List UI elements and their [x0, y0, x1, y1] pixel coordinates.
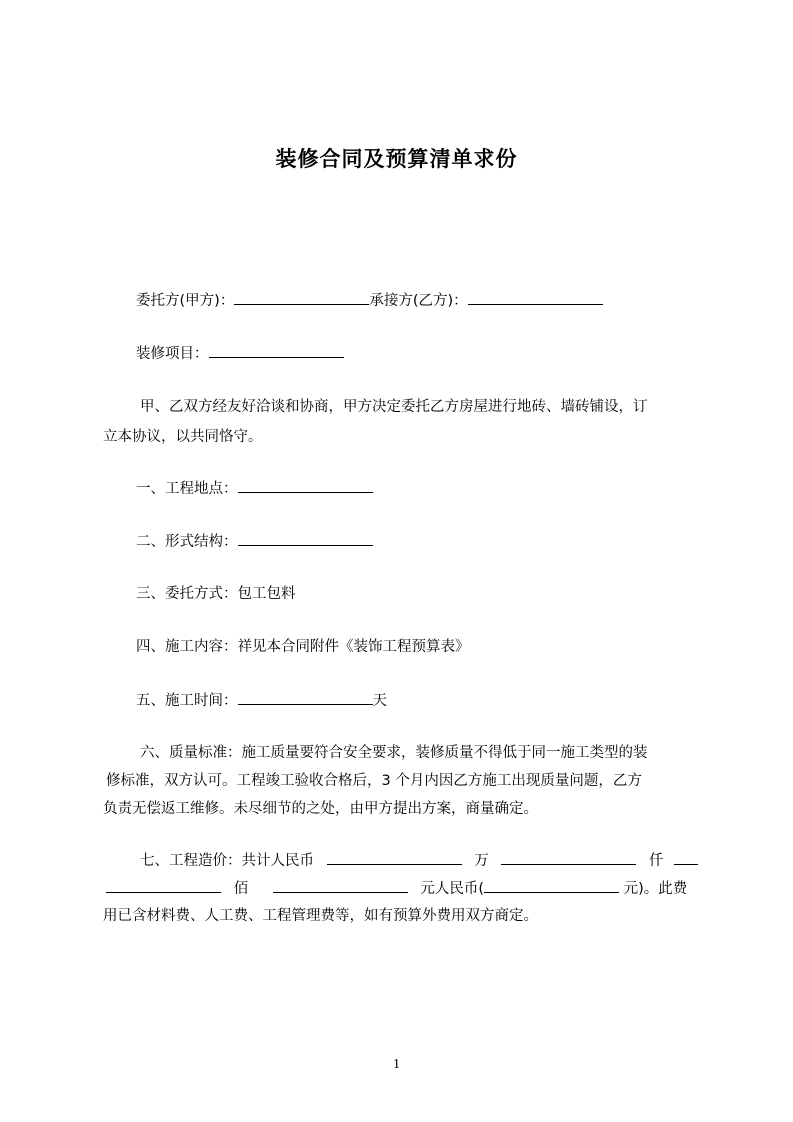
amount-shiwan-blank[interactable] — [327, 850, 462, 865]
clause-1-line — [136, 478, 373, 499]
clause-6-line-1: 六、质量标准：施工质量要符合安全要求，装修质量不得低于同一施工类型的装 — [140, 745, 648, 761]
project-label: 装修项目： — [136, 346, 209, 362]
clause-5-line — [136, 690, 387, 711]
unit-bai: 佰 — [233, 881, 249, 897]
party-b-label: 承接方(乙方)： — [369, 293, 468, 309]
amount-bai-blank[interactable] — [273, 878, 408, 893]
unit-wan: 万 — [474, 853, 489, 869]
clause-6-line-3: 负责无偿返工维修。未尽细节的之处，由甲方提出方案，商量确定。 — [103, 801, 538, 817]
clause-7-line-1 — [140, 850, 698, 871]
party-a-blank[interactable] — [234, 290, 369, 305]
project-line — [136, 343, 344, 364]
clause-1-label: 一、工程地点： — [136, 481, 238, 497]
amount-wan-blank[interactable] — [501, 850, 636, 865]
party-line — [136, 290, 603, 311]
document-title: 装修合同及预算清单求份 — [275, 147, 518, 171]
clause-5-blank[interactable] — [238, 690, 373, 705]
unit-qian: 仟 — [648, 853, 664, 869]
amount-qian-blank-start[interactable] — [674, 850, 698, 865]
amount-total-blank[interactable] — [484, 878, 619, 893]
clause-2-label: 二、形式结构： — [136, 534, 238, 550]
clause-2-line — [136, 531, 373, 552]
clause-6-line-2: 修标准，双方认可。工程竣工验收合格后，3 个月内因乙方施工出现质量问题，乙方 — [106, 773, 642, 789]
clause-7-prefix: 七、工程造价：共计人民币 — [140, 853, 314, 869]
intro-line-2: 立本协议，以共同恪守。 — [103, 429, 263, 445]
party-b-blank[interactable] — [468, 290, 603, 305]
clause-2-blank[interactable] — [238, 531, 373, 546]
clause-5-label: 五、施工时间： — [136, 693, 238, 709]
unit-yuan-close: 元)。此费 — [623, 881, 688, 897]
party-a-label: 委托方(甲方)： — [136, 293, 235, 309]
page-number: 1 — [393, 1057, 400, 1072]
clause-7-line-2 — [106, 878, 687, 899]
amount-qian-blank[interactable] — [106, 878, 221, 893]
unit-yuan-rmb: 元人民币( — [420, 881, 484, 897]
clause-1-blank[interactable] — [238, 478, 373, 493]
clause-4: 四、施工内容：祥见本合同附件《装饰工程预算表》 — [136, 639, 470, 655]
clause-3: 三、委托方式：包工包料 — [136, 586, 296, 602]
clause-5-unit: 天 — [372, 693, 387, 709]
project-blank[interactable] — [209, 343, 344, 358]
clause-7-line-3: 用已含材料费、人工费、工程管理费等，如有预算外费用双方商定。 — [103, 908, 538, 924]
intro-line-1: 甲、乙双方经友好洽谈和协商，甲方决定委托乙方房屋进行地砖、墙砖铺设，订 — [140, 399, 648, 415]
